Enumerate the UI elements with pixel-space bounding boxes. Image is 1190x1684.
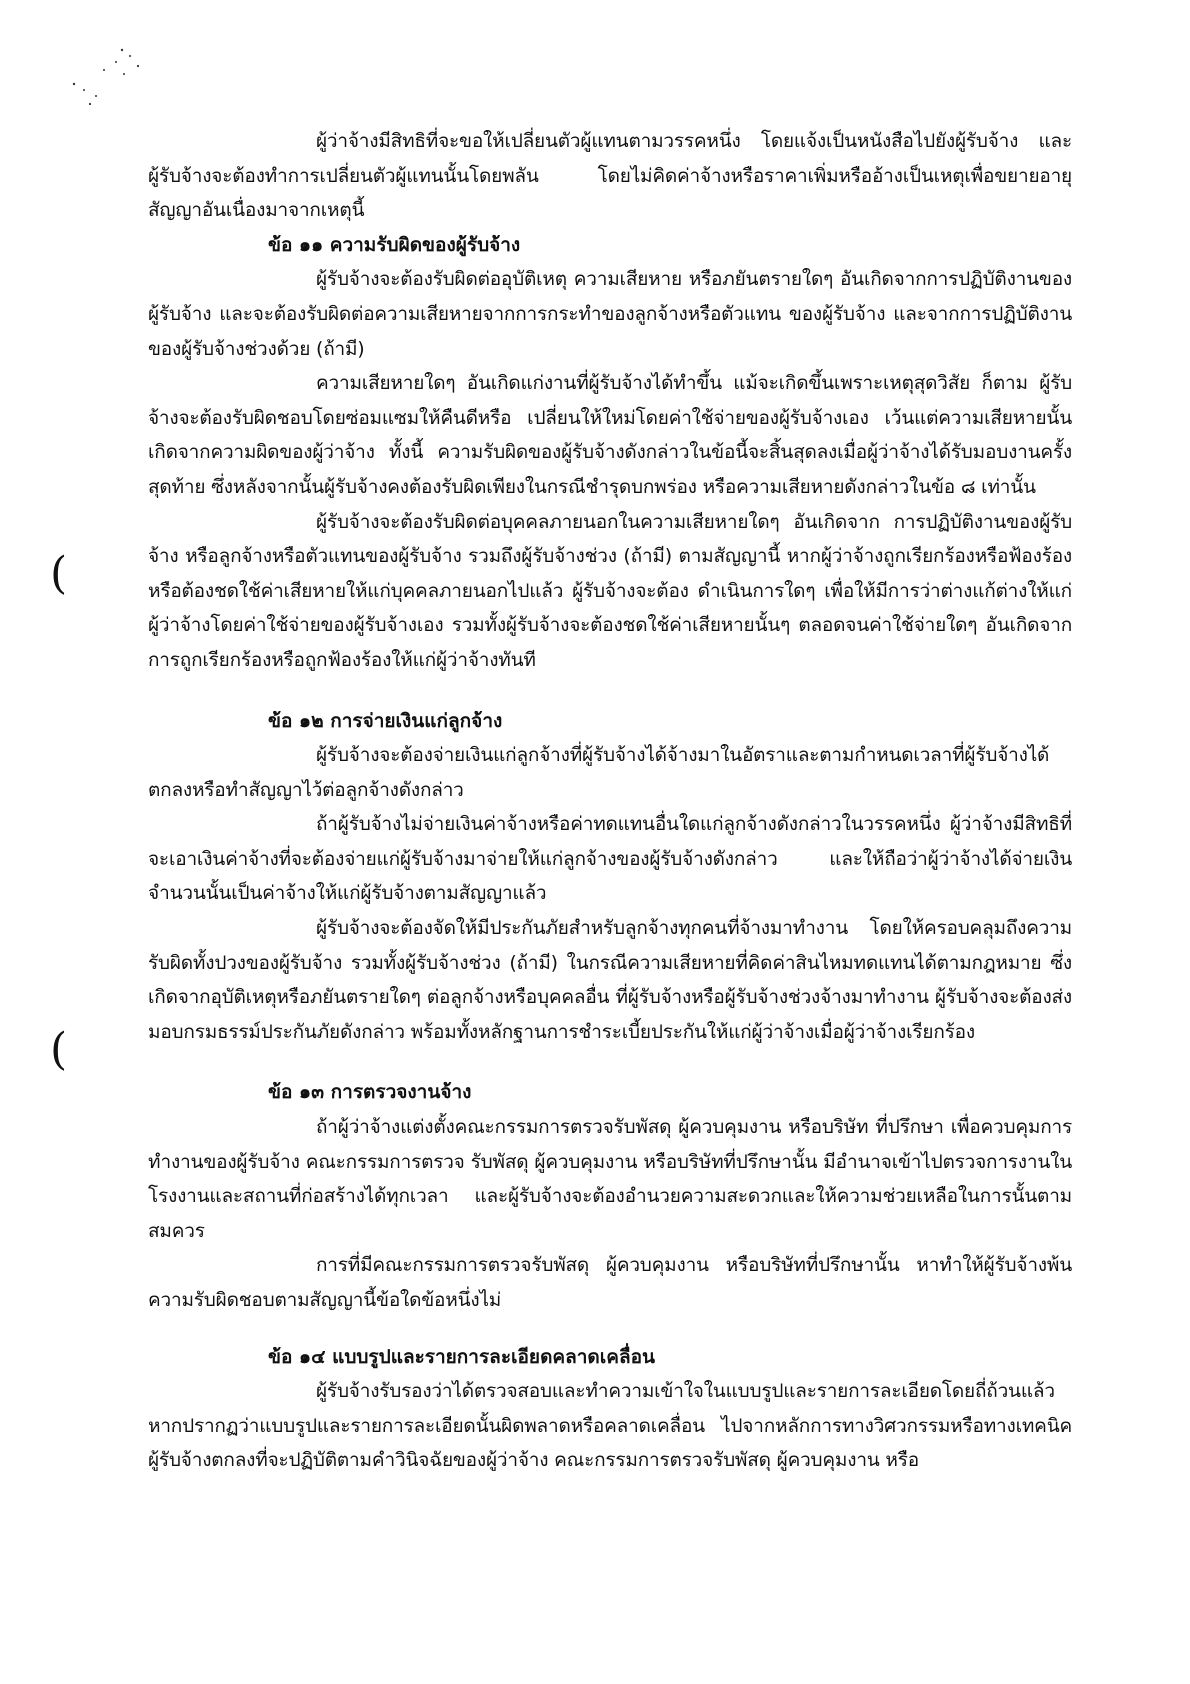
paragraph: การที่มีคณะกรรมการตรวจรับพัสดุ ผู้ควบคุมงาน หรือบริษัทที่ปรึกษานั้น หาทำให้ผู้รับจ้างพ้นความรับผิดชอบตามสัญญานี้ข้อใดข้อหนึ่งไม่ bbox=[148, 1254, 1072, 1311]
margin-mark-1: ( bbox=[50, 548, 68, 599]
document-body bbox=[148, 124, 1072, 1478]
margin-mark-2: ( bbox=[50, 1024, 68, 1075]
section-heading-14: ข้อ ๑๔ แบบรูปและรายการละเอียดคลาดเคลื่อน bbox=[268, 1345, 656, 1368]
paragraph: ความเสียหายใดๆ อันเกิดแก่งานที่ผู้รับจ้างได้ทำขึ้น แม้จะเกิดขึ้นเพราะเหตุสุดวิสัย ก็ตาม ผู้รับจ้างจะต้องรับผิดชอบโดยซ่อมแซมให้คืนดีหรือ เปลี่ยนให้ใหม่โดยค่าใช้จ่ายของผู้รับจ้างเอง เว้นแต่ความเสียหายนั้นเกิดจากความผิดของผู้ว่าจ้าง ทั้งนี้ ความรับผิดของผู้รับจ้างดังกล่าวในข้อนี้จะสิ้นสุดลงเมื่อผู้ว่าจ้างได้รับมอบงานครั้งสุดท้าย ซึ่งหลังจากนั้นผู้รับจ้างคงต้องรับผิดเพียงในกรณีชำรุดบกพร่อง หรือความเสียหายดังกล่าวในข้อ ๘ เท่านั้น bbox=[148, 372, 1072, 498]
section-heading-11: ข้อ ๑๑ ความรับผิดของผู้รับจ้าง bbox=[268, 233, 521, 256]
section-heading-13: ข้อ ๑๓ การตรวจงานจ้าง bbox=[268, 1081, 472, 1104]
scan-specks bbox=[60, 44, 160, 116]
paragraph: ถ้าผู้รับจ้างไม่จ่ายเงินค่าจ้างหรือค่าทดแทนอื่นใดแก่ลูกจ้างดังกล่าวในวรรคหนึ่ง ผู้ว่าจ้างมีสิทธิที่จะเอาเงินค่าจ้างที่จะต้องจ่ายแก่ผู้รับจ้างมาจ่ายให้แก่ลูกจ้างของผู้รับจ้างดังกล่าว และให้ถือว่าผู้ว่าจ้างได้จ่ายเงินจำนวนนั้นเป็นค่าจ้างให้แก่ผู้รับจ้างตามสัญญาแล้ว bbox=[148, 813, 1072, 905]
paragraph: ถ้าผู้ว่าจ้างแต่งตั้งคณะกรรมการตรวจรับพัสดุ ผู้ควบคุมงาน หรือบริษัท ที่ปรึกษา เพื่อควบคุมการทำงานของผู้รับจ้าง คณะกรรมการตรวจ รับพัสดุ ผู้ควบคุมงาน หรือบริษัทที่ปรึกษานั้น มีอำนาจเข้าไปตรวจการงานในโรงงานและสถานที่ก่อสร้างได้ทุกเวลา และผู้รับจ้างจะต้องอำนวยความสะดวกและให้ความช่วยเหลือในการนั้นตามสมควร bbox=[148, 1116, 1072, 1242]
paragraph: ผู้รับจ้างจะต้องจัดให้มีประกันภัยสำหรับลูกจ้างทุกคนที่จ้างมาทำงาน โดยให้ครอบคลุมถึงความรับผิดทั้งปวงของผู้รับจ้าง รวมทั้งผู้รับจ้างช่วง (ถ้ามี) ในกรณีความเสียหายที่คิดค่าสินไหมทดแทนได้ตามกฎหมาย ซึ่งเกิดจากอุบัติเหตุหรือภยันตรายใดๆ ต่อลูกจ้างหรือบุคคลอื่น ที่ผู้รับจ้างหรือผู้รับจ้างช่วงจ้างมาทำงาน ผู้รับจ้างจะต้องส่งมอบกรมธรรม์ประกันภัยดังกล่าว พร้อมทั้งหลักฐานการชำระเบี้ยประกันให้แก่ผู้ว่าจ้างเมื่อผู้ว่าจ้างเรียกร้อง bbox=[148, 917, 1072, 1043]
paragraph: ผู้ว่าจ้างมีสิทธิที่จะขอให้เปลี่ยนตัวผู้แทนตามวรรคหนึ่ง โดยแจ้งเป็นหนังสือไปยังผู้รับจ้าง และผู้รับจ้างจะต้องทำการเปลี่ยนตัวผู้แทนนั้นโดยพลัน โดยไม่คิดค่าจ้างหรือราคาเพิ่มหรืออ้างเป็นเหตุเพื่อขยายอายุสัญญาอันเนื่องมาจากเหตุนี้ bbox=[148, 130, 1072, 222]
section-heading-12: ข้อ ๑๒ การจ่ายเงินแก่ลูกจ้าง bbox=[268, 709, 503, 732]
paragraph: ผู้รับจ้างจะต้องรับผิดต่อบุคคลภายนอกในความเสียหายใดๆ อันเกิดจาก การปฏิบัติงานของผู้รับจ้าง หรือลูกจ้างหรือตัวแทนของผู้รับจ้าง รวมถึงผู้รับจ้างช่วง (ถ้ามี) ตามสัญญานี้ หากผู้ว่าจ้างถูกเรียกร้องหรือฟ้องร้องหรือต้องชดใช้ค่าเสียหายให้แก่บุคคลภายนอกไปแล้ว ผู้รับจ้างจะต้อง ดำเนินการใดๆ เพื่อให้มีการว่าต่างแก้ต่างให้แก่ผู้ว่าจ้างโดยค่าใช้จ่ายของผู้รับจ้างเอง รวมทั้งผู้รับจ้างจะต้องชดใช้ค่าเสียหายนั้นๆ ตลอดจนค่าใช้จ่ายใดๆ อันเกิดจากการถูกเรียกร้องหรือถูกฟ้องร้องให้แก่ผู้ว่าจ้างทันที bbox=[148, 510, 1072, 671]
paragraph: ผู้รับจ้างจะต้องจ่ายเงินแก่ลูกจ้างที่ผู้รับจ้างได้จ้างมาในอัตราและตามกำหนดเวลาที่ผู้รับจ้างได้ตกลงหรือทำสัญญาไว้ต่อลูกจ้างดังกล่าว bbox=[148, 744, 1050, 801]
paragraph: ผู้รับจ้างรับรองว่าได้ตรวจสอบและทำความเข้าใจในแบบรูปและรายการละเอียดโดยถี่ถ้วนแล้ว หากปรากฏว่าแบบรูปและรายการละเอียดนั้นผิดพลาดหรือคลาดเคลื่อน ไปจากหลักการทางวิศวกรรมหรือทางเทคนิค ผู้รับจ้างตกลงที่จะปฏิบัติตามคำวินิจฉัยของผู้ว่าจ้าง คณะกรรมการตรวจรับพัสดุ ผู้ควบคุมงาน หรือ bbox=[148, 1380, 1072, 1472]
paragraph: ผู้รับจ้างจะต้องรับผิดต่ออุบัติเหตุ ความเสียหาย หรือภยันตรายใดๆ อันเกิดจากการปฏิบัติงานของผู้รับจ้าง และจะต้องรับผิดต่อความเสียหายจากการกระทำของลูกจ้างหรือตัวแทน ของผู้รับจ้าง และจากการปฏิบัติงานของผู้รับจ้างช่วงด้วย (ถ้ามี) bbox=[148, 268, 1072, 360]
